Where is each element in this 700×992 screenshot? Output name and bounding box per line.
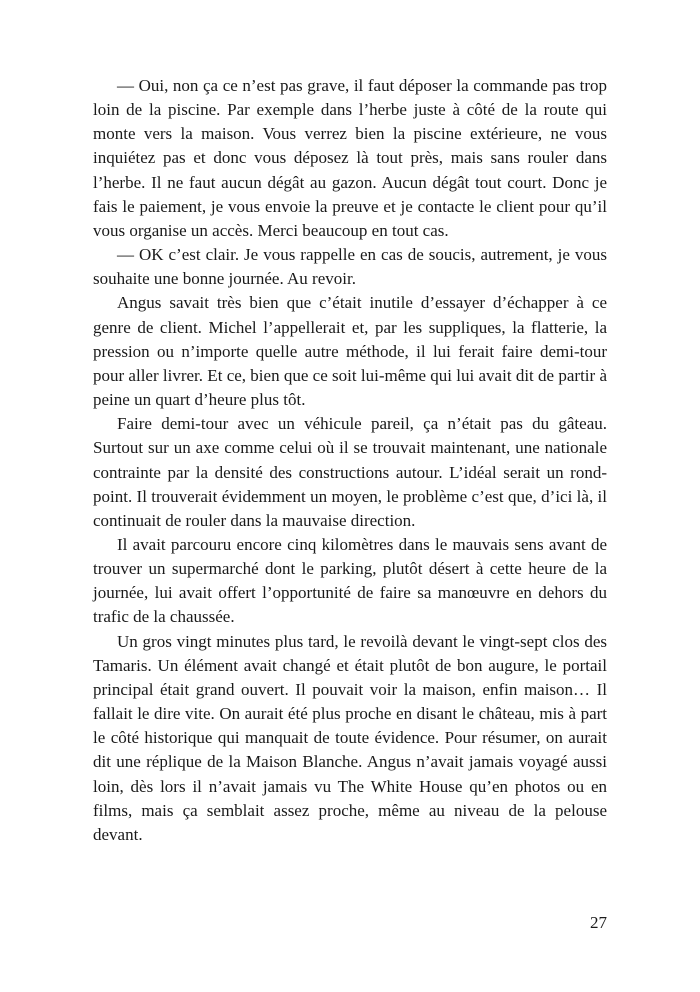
paragraph-4: Faire demi-tour avec un véhicule pareil, ça n’était pas du gâteau. Surtout sur un axe comme celui où il se trouvait maintenant, une nationale contrainte par la densité des constructions autour. L’idéal serait un rond-point. Il trouverait évidemment un moyen, le problème c’est que, d’ici là, il continuait de rouler dans la mauvaise direction. xyxy=(93,414,607,530)
paragraph-1: — Oui, non ça ce n’est pas grave, il faut déposer la commande pas trop loin de la piscine. Par exemple dans l’herbe juste à côté de la route qui monte vers la maison. Vous verrez bien la piscine extérieure, ne vous inquiétez pas et donc vous déposez là tout près, mais sans rouler dans l’herbe. Il ne faut aucun dégât au gazon. Aucun dégât tout court. Donc je fais le paiement, je vous envoie la preuve et je contacte le client pour qu’il vous organise un accès. Merci beaucoup en tout cas. xyxy=(93,76,607,240)
page-body xyxy=(93,74,607,847)
paragraph-2: — OK c’est clair. Je vous rappelle en cas de soucis, autrement, je vous souhaite une bonne journée. Au revoir. xyxy=(93,245,607,289)
paragraph-3: Angus savait très bien que c’était inutile d’essayer d’échapper à ce genre de client. Michel l’appellerait et, par les suppliques, la flatterie, la pression ou n’importe quelle autre méthode, il lui ferait faire demi-tour pour aller livrer. Et ce, bien que ce soit lui-même qui lui avait dit de partir à peine un quart d’heure plus tôt. xyxy=(93,293,607,410)
paragraph-5: Il avait parcouru encore cinq kilomètres dans le mauvais sens avant de trouver un supermarché dont le parking, plutôt désert à cette heure de la journée, lui avait offert l’opportunité de faire sa manœuvre en dehors du trafic de la chaussée. xyxy=(93,534,607,627)
page-number: 27 xyxy=(590,913,607,932)
paragraph-6: Un gros vingt minutes plus tard, le revoilà devant le vingt-sept clos des Tamaris. Un élément avait changé et était plutôt de bon augure, le portail principal était grand ouvert. Il pouvait voir la maison, enfin maison… Il fallait le dire vite. On aurait été plus proche en disant le château, mis à part le côté historique qui manquait de toute évidence. Pour résumer, on aurait dit une réplique de la Maison Blanche. Angus n’avait jamais voyagé aussi loin, dès lors il n’avait jamais vu The White House qu’en photos ou en films, mais ça semblait assez proche, même au niveau de la pelouse devant. xyxy=(93,631,607,844)
